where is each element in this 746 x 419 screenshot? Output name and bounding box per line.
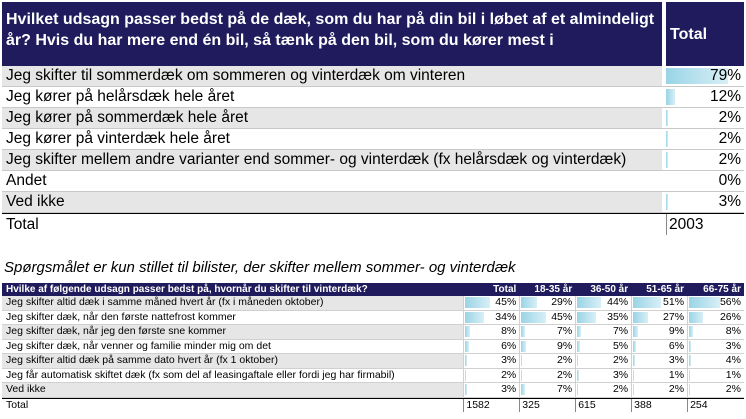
row-label: Jeg skifter dæk, når den første nattefrost kommer bbox=[6, 310, 236, 323]
row-value bbox=[575, 383, 631, 397]
value-text: 7% bbox=[612, 325, 629, 337]
value-text: 2% bbox=[612, 383, 629, 395]
value-bar bbox=[577, 355, 578, 366]
row-value bbox=[666, 171, 744, 191]
row-value bbox=[519, 383, 575, 397]
table1-body bbox=[2, 66, 744, 213]
value-bar bbox=[633, 370, 634, 381]
value-text: 3% bbox=[725, 339, 741, 352]
filter-note: Spørgsmålet er kun stillet til bilister, der skifter mellem sommer- og vinterdæk bbox=[4, 259, 516, 276]
table-row bbox=[2, 325, 744, 340]
row-value bbox=[687, 383, 744, 397]
row-value bbox=[519, 311, 575, 325]
table1-total-row bbox=[2, 213, 744, 235]
value-bar bbox=[577, 312, 596, 323]
table-row bbox=[2, 340, 744, 355]
row-label: Ved ikke bbox=[2, 192, 662, 212]
value-text: 6% bbox=[668, 339, 685, 352]
value-text: 0% bbox=[718, 172, 741, 189]
total-value: 254 bbox=[687, 399, 744, 412]
value-text: 44% bbox=[607, 296, 629, 308]
row-value bbox=[666, 192, 744, 212]
total-value: 325 bbox=[519, 399, 575, 412]
value-text: 4% bbox=[725, 354, 741, 366]
value-bar bbox=[521, 384, 525, 395]
value-text: 45% bbox=[551, 310, 573, 323]
row-value bbox=[463, 325, 519, 339]
total-value: 388 bbox=[631, 399, 687, 412]
value-text: 2% bbox=[612, 354, 629, 366]
row-label: Jeg kører på helårsdæk hele året bbox=[6, 88, 235, 105]
value-text: 3% bbox=[718, 193, 741, 210]
row-value bbox=[575, 325, 631, 339]
table-row bbox=[2, 311, 744, 326]
value-bar bbox=[465, 297, 489, 308]
value-bar bbox=[689, 326, 693, 337]
row-value bbox=[519, 354, 575, 368]
value-bar bbox=[689, 355, 691, 366]
value-text: 3% bbox=[612, 368, 629, 381]
table1-header bbox=[2, 2, 744, 66]
total-value: 615 bbox=[575, 399, 631, 412]
value-bar bbox=[465, 384, 467, 395]
value-bar bbox=[666, 131, 668, 147]
value-text: 2% bbox=[725, 383, 741, 395]
value-bar bbox=[465, 341, 468, 352]
value-text: 2% bbox=[557, 368, 573, 381]
column-header: 66-75 år bbox=[687, 283, 744, 296]
value-text: 5% bbox=[612, 339, 629, 352]
value-text: 8% bbox=[501, 325, 517, 337]
table1-total-value: 2003 bbox=[666, 214, 744, 235]
row-value bbox=[631, 369, 687, 383]
value-text: 2% bbox=[501, 368, 517, 381]
table-row bbox=[2, 87, 744, 108]
table-row bbox=[2, 129, 744, 150]
value-bar bbox=[577, 341, 580, 352]
value-text: 2% bbox=[718, 109, 741, 126]
value-text: 45% bbox=[495, 296, 517, 308]
value-bar bbox=[577, 297, 601, 308]
row-value bbox=[631, 383, 687, 397]
row-value bbox=[631, 340, 687, 354]
row-value bbox=[687, 354, 744, 368]
value-text: 12% bbox=[709, 88, 741, 105]
table-row bbox=[2, 296, 744, 311]
value-text: 27% bbox=[663, 310, 685, 323]
value-text: 56% bbox=[719, 296, 741, 308]
value-bar bbox=[633, 312, 648, 323]
value-bar bbox=[633, 326, 638, 337]
value-bar bbox=[689, 297, 720, 308]
row-value bbox=[463, 340, 519, 354]
row-value bbox=[463, 311, 519, 325]
value-text: 35% bbox=[607, 310, 629, 323]
value-text: 1% bbox=[725, 368, 741, 381]
row-value bbox=[463, 296, 519, 310]
value-bar bbox=[633, 297, 661, 308]
row-value bbox=[463, 383, 519, 397]
value-bar bbox=[521, 297, 537, 308]
value-bar bbox=[689, 384, 690, 395]
row-value bbox=[519, 325, 575, 339]
value-bar bbox=[465, 355, 467, 366]
row-value bbox=[463, 354, 519, 368]
value-bar bbox=[633, 355, 635, 366]
row-value bbox=[575, 354, 631, 368]
value-text: 34% bbox=[495, 310, 517, 323]
row-value bbox=[519, 369, 575, 383]
row-value bbox=[519, 296, 575, 310]
row-label: Jeg skifter altid dæk på samme dato hvert år (fx 1 oktober) bbox=[2, 354, 463, 368]
value-bar bbox=[666, 194, 668, 210]
value-bar bbox=[689, 341, 691, 352]
value-text: 1% bbox=[668, 368, 685, 381]
table2-body bbox=[2, 296, 744, 398]
table-row bbox=[2, 108, 744, 129]
value-bar bbox=[465, 326, 469, 337]
value-bar bbox=[689, 312, 703, 323]
table-row bbox=[2, 354, 744, 369]
value-text: 2% bbox=[557, 354, 573, 366]
table-row bbox=[2, 171, 744, 192]
table1-question: Hvilket udsagn passer bedst på de dæk, som du har på din bil i løbet af et almindeligt år? Hvis du har mere end én bil, så tænk på den bil, som du kører mest i bbox=[2, 2, 662, 66]
value-text: 8% bbox=[725, 325, 741, 337]
value-bar bbox=[633, 384, 634, 395]
row-value bbox=[575, 311, 631, 325]
value-text: 9% bbox=[668, 325, 685, 337]
value-bar bbox=[521, 370, 522, 381]
value-text: 2% bbox=[668, 383, 685, 395]
row-label: Jeg skifter dæk, når jeg den første sne kommer bbox=[2, 325, 463, 339]
table2-total-label: Total bbox=[6, 398, 29, 411]
row-label: Jeg skifter til sommerdæk om sommeren og vinterdæk om vinteren bbox=[2, 66, 662, 86]
table2-header bbox=[2, 283, 744, 296]
row-value bbox=[687, 369, 744, 383]
row-value bbox=[666, 108, 744, 128]
table1-total-header: Total bbox=[666, 2, 744, 66]
row-label: Andet bbox=[6, 172, 47, 189]
value-bar bbox=[666, 152, 668, 168]
value-text: 3% bbox=[668, 354, 685, 366]
value-text: 7% bbox=[557, 383, 573, 395]
value-text: 51% bbox=[663, 296, 685, 308]
value-text: 29% bbox=[551, 296, 573, 308]
row-value bbox=[631, 354, 687, 368]
row-label: Ved ikke bbox=[2, 383, 463, 397]
table-row bbox=[2, 150, 744, 171]
row-label: Jeg kører på sommerdæk hele året bbox=[2, 108, 662, 128]
value-text: 2% bbox=[718, 151, 741, 168]
row-value bbox=[631, 325, 687, 339]
table-winter-tire-timing bbox=[2, 283, 744, 412]
row-value bbox=[666, 66, 744, 86]
table2-question: Hvilke af følgende udsagn passer bedst på, hvornår du skifter til vinterdæk? bbox=[2, 283, 463, 296]
table-tire-usage bbox=[2, 2, 744, 235]
value-text: 3% bbox=[501, 354, 517, 366]
row-value bbox=[666, 150, 744, 170]
row-value bbox=[687, 340, 744, 354]
row-value bbox=[687, 325, 744, 339]
table-row bbox=[2, 383, 744, 398]
value-bar bbox=[577, 370, 579, 381]
row-label: Jeg skifter dæk, når venner og familie minder mig om det bbox=[6, 339, 271, 352]
value-bar bbox=[633, 341, 636, 352]
row-value bbox=[666, 87, 744, 107]
value-bar bbox=[521, 341, 526, 352]
table-row bbox=[2, 66, 744, 87]
column-header: 51-65 år bbox=[631, 283, 687, 296]
row-value bbox=[575, 369, 631, 383]
row-value bbox=[575, 340, 631, 354]
value-text: 9% bbox=[557, 339, 573, 352]
value-text: 79% bbox=[709, 67, 741, 84]
value-bar bbox=[577, 326, 581, 337]
row-label: Jeg skifter altid dæk i samme måned hvert år (fx i måneden oktober) bbox=[2, 296, 463, 310]
row-label: Jeg får automatisk skiftet dæk (fx som del af leasingaftale eller fordi jeg har firmabil) bbox=[6, 368, 395, 381]
table-row bbox=[2, 192, 744, 213]
table-row bbox=[2, 369, 744, 384]
row-label: Jeg skifter mellem andre varianter end sommer- og vinterdæk (fx helårsdæk og vinterdæk) bbox=[2, 150, 662, 170]
value-bar bbox=[666, 110, 668, 126]
column-header: 36-50 år bbox=[575, 283, 631, 296]
value-bar bbox=[521, 312, 545, 323]
column-header: 18-35 år bbox=[519, 283, 575, 296]
column-header: Total bbox=[463, 283, 519, 296]
value-bar bbox=[465, 370, 466, 381]
table1-total-label: Total bbox=[6, 216, 39, 233]
value-bar bbox=[577, 384, 578, 395]
row-value bbox=[519, 340, 575, 354]
row-value bbox=[463, 369, 519, 383]
value-bar bbox=[521, 326, 525, 337]
value-text: 26% bbox=[719, 310, 741, 323]
row-value bbox=[575, 296, 631, 310]
value-bar bbox=[465, 312, 483, 323]
row-value bbox=[631, 311, 687, 325]
value-bar bbox=[666, 89, 675, 105]
row-value bbox=[687, 296, 744, 310]
table2-total-row bbox=[2, 398, 744, 412]
row-value bbox=[631, 296, 687, 310]
value-text: 2% bbox=[718, 130, 741, 147]
value-text: 7% bbox=[557, 325, 573, 337]
row-value bbox=[687, 311, 744, 325]
value-bar bbox=[689, 370, 690, 381]
row-label: Jeg kører på vinterdæk hele året bbox=[6, 130, 230, 147]
value-text: 6% bbox=[501, 339, 517, 352]
value-text: 3% bbox=[501, 383, 517, 395]
row-value bbox=[666, 129, 744, 149]
total-value: 1582 bbox=[463, 399, 519, 412]
value-bar bbox=[521, 355, 522, 366]
